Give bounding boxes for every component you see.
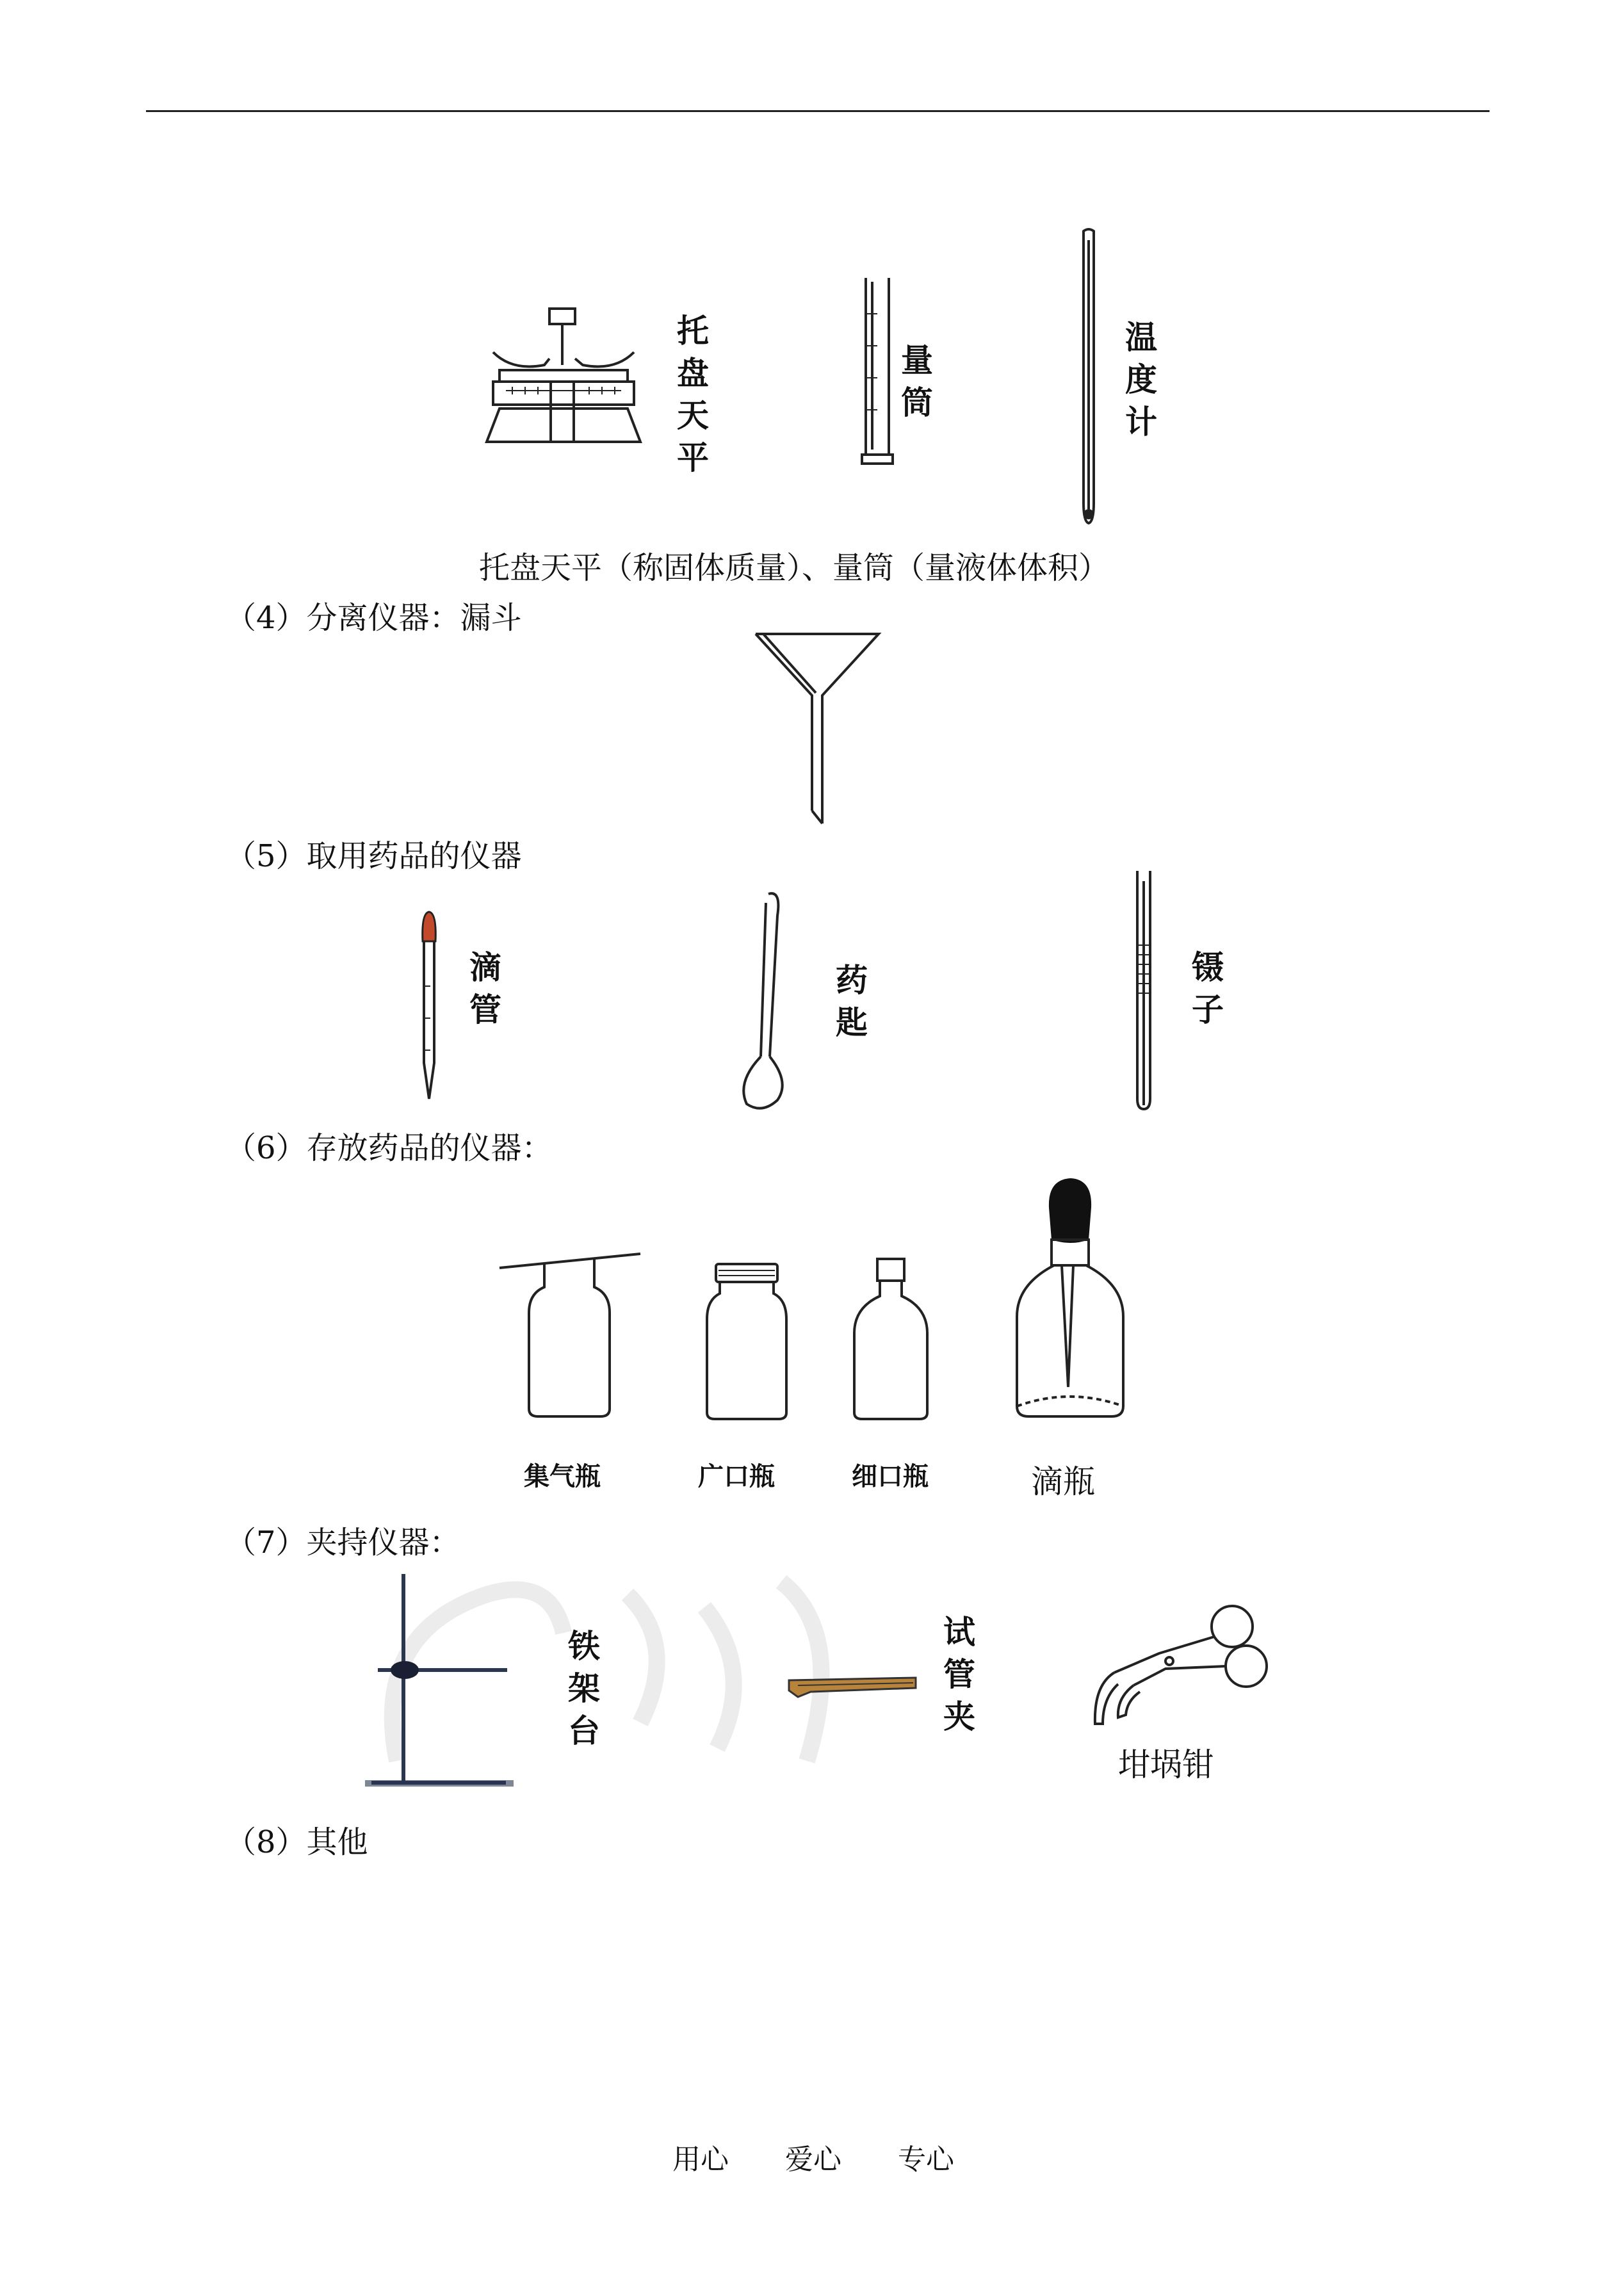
balance-illustration: [474, 301, 653, 455]
crucible-tongs-illustration: [1089, 1602, 1274, 1737]
footer-text-2: 爱心: [785, 2143, 841, 2176]
cylinder-illustration: [858, 275, 897, 467]
gas-bottle-illustration: [493, 1249, 647, 1422]
dropper-illustration: [416, 909, 442, 1101]
wide-bottle-illustration: [702, 1261, 792, 1422]
tube-clamp-label: 试 管 夹: [943, 1614, 975, 1735]
wide-bottle-label: 广口瓶: [698, 1462, 775, 1491]
drop-bottle-illustration: [1009, 1176, 1131, 1432]
footer-text-3: 专心: [898, 2143, 954, 2176]
crucible-tongs-label: 坩埚钳: [1118, 1746, 1214, 1783]
section-4-heading: （4）分离仪器：漏斗: [225, 600, 522, 636]
gas-bottle-label: 集气瓶: [524, 1462, 601, 1491]
narrow-bottle-label: 细口瓶: [852, 1462, 929, 1491]
funnel-illustration: [753, 631, 881, 823]
section-5-heading: （5）取用药品的仪器: [225, 838, 522, 874]
footer-text-1: 用心: [672, 2143, 729, 2176]
thermometer-label: 温 度 计: [1125, 319, 1157, 441]
header-rule: [146, 110, 1490, 112]
spoon-illustration: [736, 890, 807, 1114]
tweezers-label: 镊 子: [1192, 949, 1224, 1028]
iron-stand-illustration: [365, 1574, 519, 1792]
tweezers-illustration: [1128, 868, 1160, 1112]
spoon-label: 药 匙: [836, 962, 868, 1041]
narrow-bottle-illustration: [849, 1256, 932, 1423]
dropper-label: 滴 管: [469, 949, 501, 1028]
section-7-heading: （7）夹持仪器：: [225, 1525, 460, 1561]
iron-stand-label: 铁 架 台: [568, 1628, 600, 1749]
section-6-heading: （6）存放药品的仪器：: [225, 1130, 553, 1166]
thermometer-illustration: [1076, 227, 1101, 528]
measure-caption: 托盘天平（称固体质量）、量筒（量液体体积）: [479, 550, 1110, 586]
section-8-heading: （8）其他: [225, 1824, 368, 1860]
tube-clamp-illustration: [785, 1671, 920, 1703]
drop-bottle-label: 滴瓶: [1031, 1463, 1095, 1500]
cylinder-label: 量 筒: [901, 342, 933, 421]
balance-label: 托 盘 天 平: [677, 312, 709, 476]
